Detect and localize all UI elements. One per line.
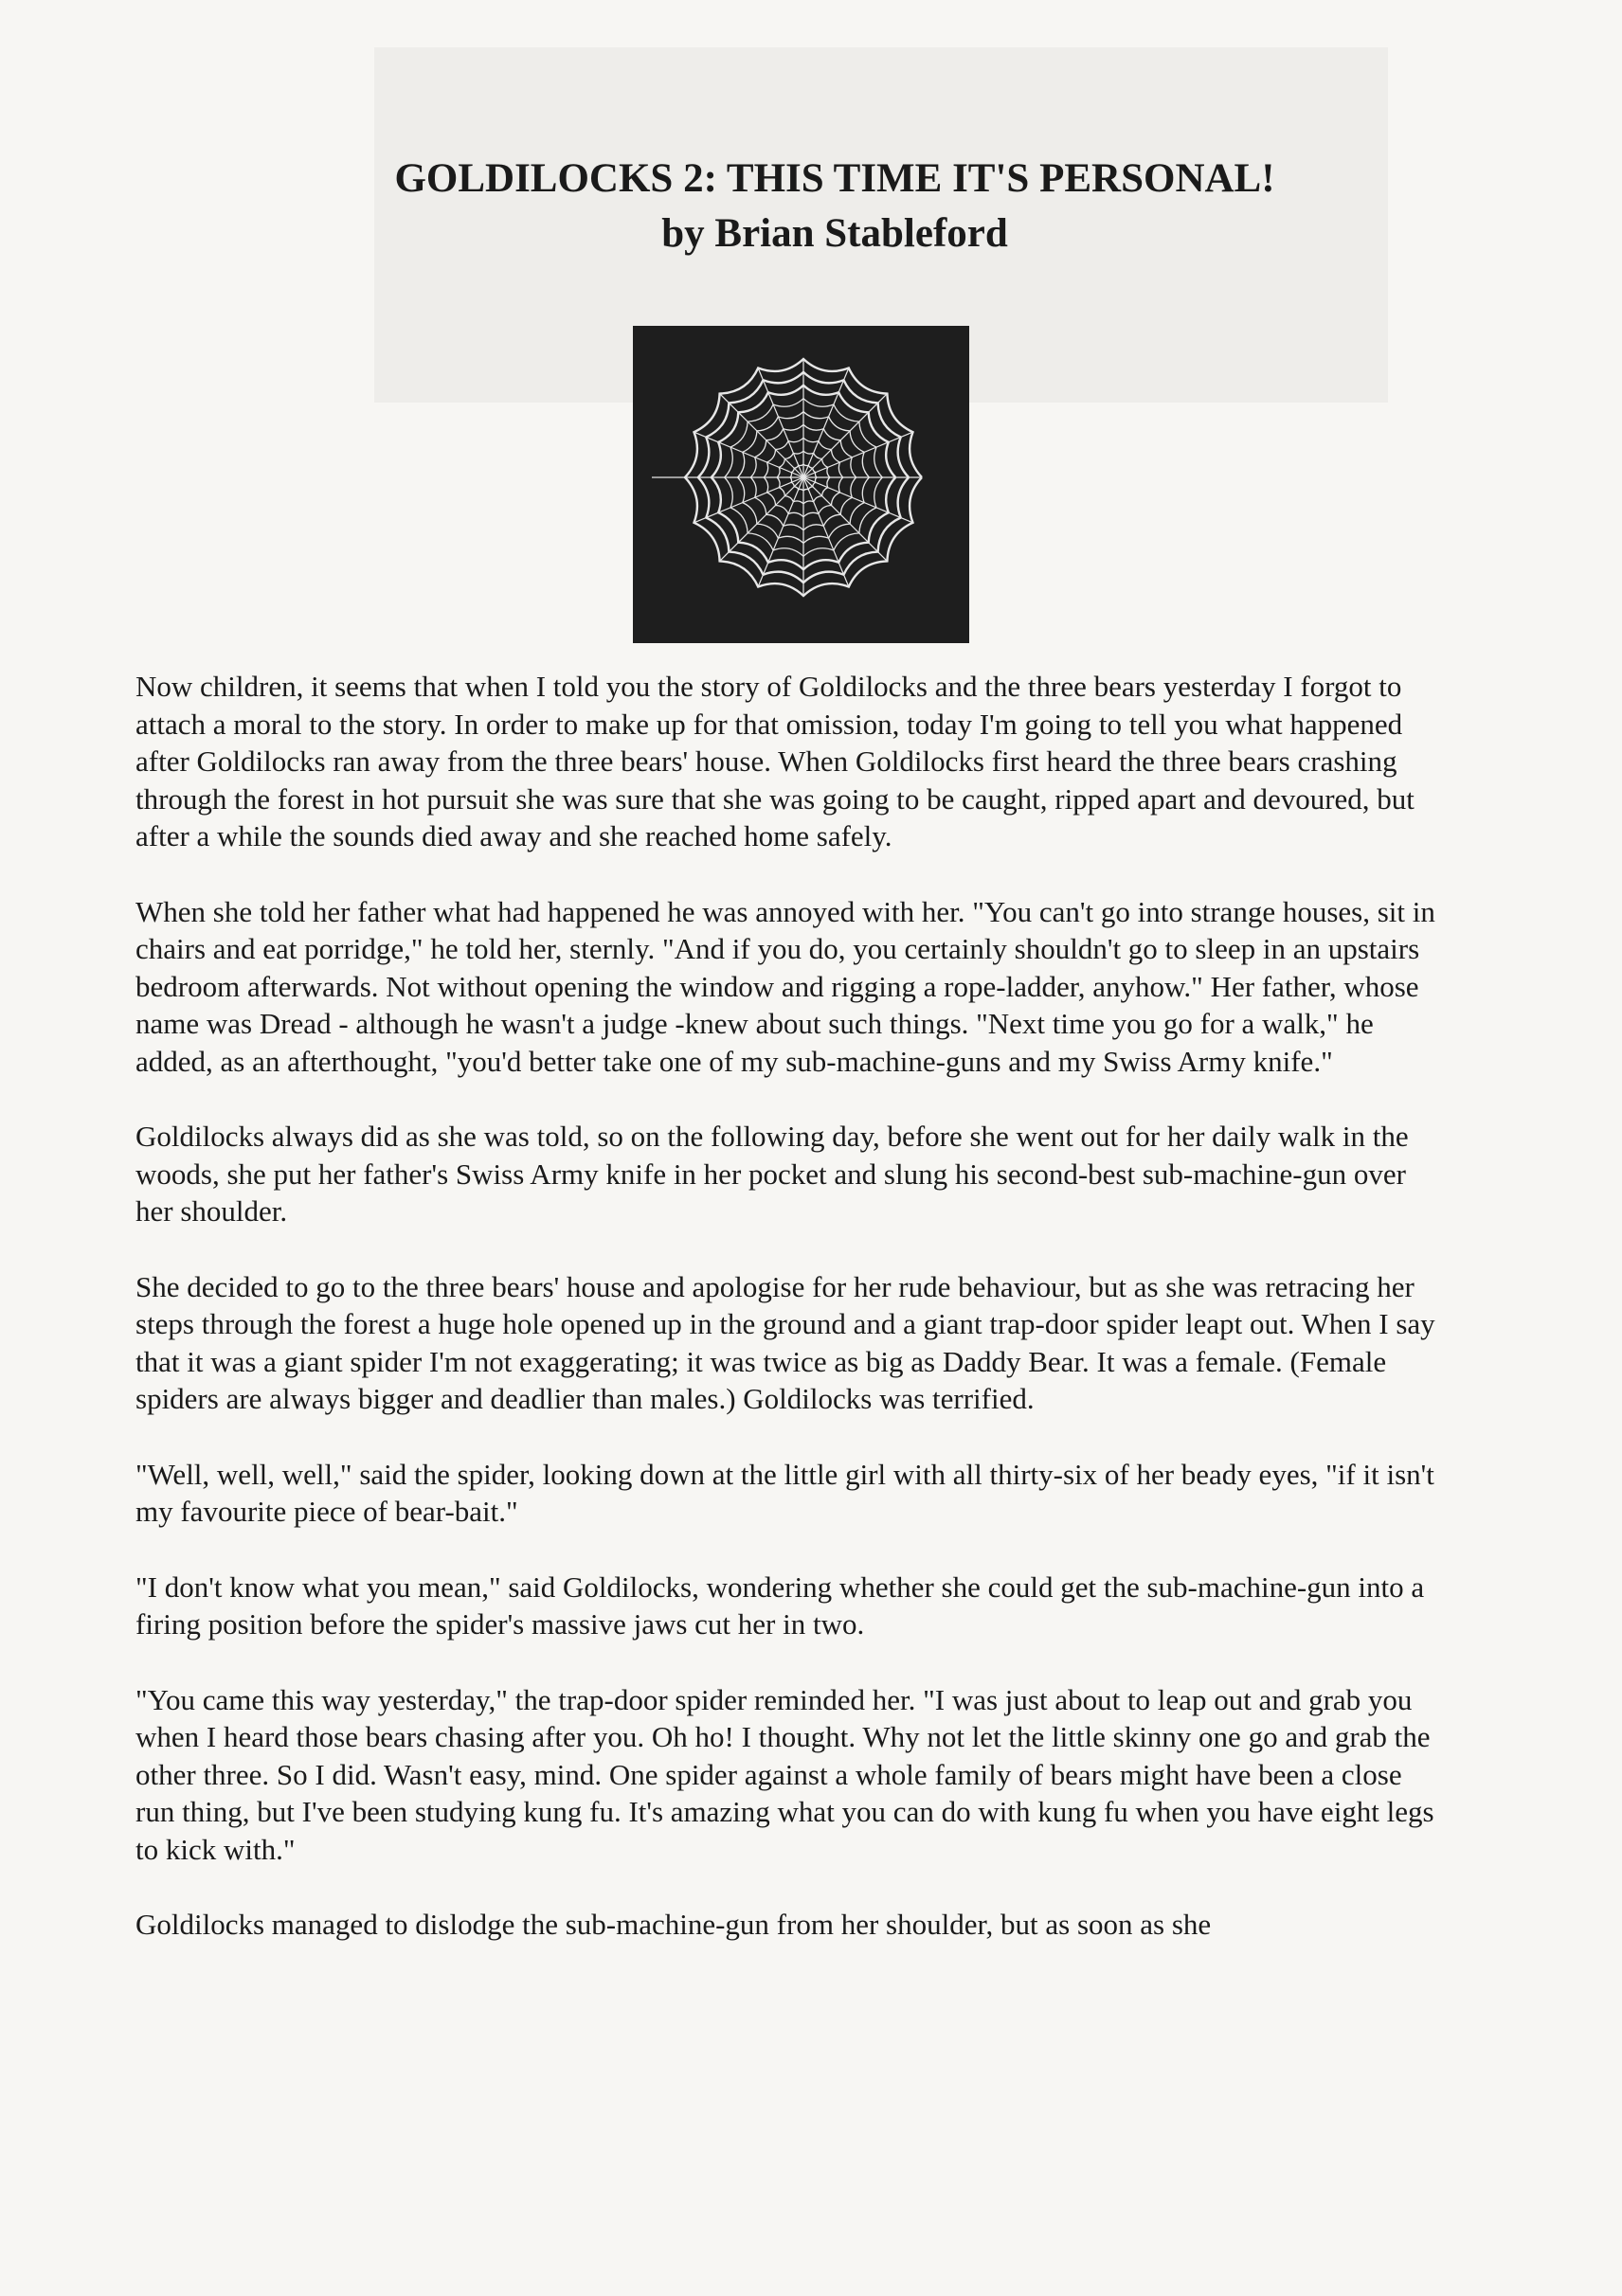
story-body xyxy=(135,668,1443,1982)
paragraph-3: Goldilocks always did as she was told, so on the following day, before she went out for her daily walk in the woods, she put her father's Swiss Army knife in her pocket and slung his second-best sub-machine-gun over her shoulder. xyxy=(135,1120,1409,1228)
paragraph-7: "You came this way yesterday," the trap-door spider reminded her. "I was just about to leap out and grab you when I heard those bears chasing after you. Oh ho! I thought. Why not let the little skinny one go and grab the other three. So I did. Wasn't easy, mind. One spider against a whole family of bears might have been a close run thing, but I've been studying kung fu. It's amazing what you can do with kung fu when you have eight legs to kick with." xyxy=(135,1682,1434,1866)
paragraph-4: She decided to go to the three bears' house and apologise for her rude behaviour, but as she was retracing her steps through the forest a huge hole opened up in the ground and a giant trap-door spider leapt out. When I say that it was a giant spider I'm not exaggerating; it was twice as big as Daddy Bear. It was a female. (Female spiders are always bigger and deadlier than males.) Goldilocks was terrified. xyxy=(135,1269,1435,1415)
spider-web-icon xyxy=(633,326,969,643)
paragraph-1: Now children, it seems that when I told you the story of Goldilocks and the three bears yesterday I forgot to attach a moral to the story. In order to make up for that omission, today I'm going to tell you what happened after Goldilocks ran away from the three bears' house. When Goldilocks first heard the three bears crashing through the forest in hot pursuit she was sure that she was going to be caught, ripped apart and devoured, but after a while the sounds died away and she reached home safely. xyxy=(135,670,1415,852)
paragraph-6: "I don't know what you mean," said Goldilocks, wondering whether she could get the sub-machine-gun into a firing position before the spider's massive jaws cut her in two. xyxy=(135,1570,1425,1641)
spider-web-illustration xyxy=(633,326,969,643)
paragraph-2: When she told her father what had happened he was annoyed with her. "You can't go into strange houses, sit in chairs and eat porridge," he told her, sternly. "And if you do, you certainly shouldn't go to sleep in an upstairs bedroom afterwards. Not without opening the window and rigging a rope-ladder, anyhow." Her father, whose name was Dread - although he wasn't a judge -knew about such things. "Next time you go for a walk," he added, as an afterthought, "you'd better take one of my sub-machine-guns and my Swiss Army knife." xyxy=(135,894,1435,1078)
story-byline: by Brian Stableford xyxy=(661,211,1008,256)
title-block xyxy=(0,152,1622,261)
paragraph-5: "Well, well, well," said the spider, looking down at the little girl with all thirty-six of her beady eyes, "if it isn't my favourite piece of bear-bait." xyxy=(135,1457,1434,1528)
story-title: GOLDILOCKS 2: THIS TIME IT'S PERSONAL! xyxy=(394,156,1275,201)
paragraph-8: Goldilocks managed to dislodge the sub-machine-gun from her shoulder, but as soon as she xyxy=(135,1908,1212,1941)
